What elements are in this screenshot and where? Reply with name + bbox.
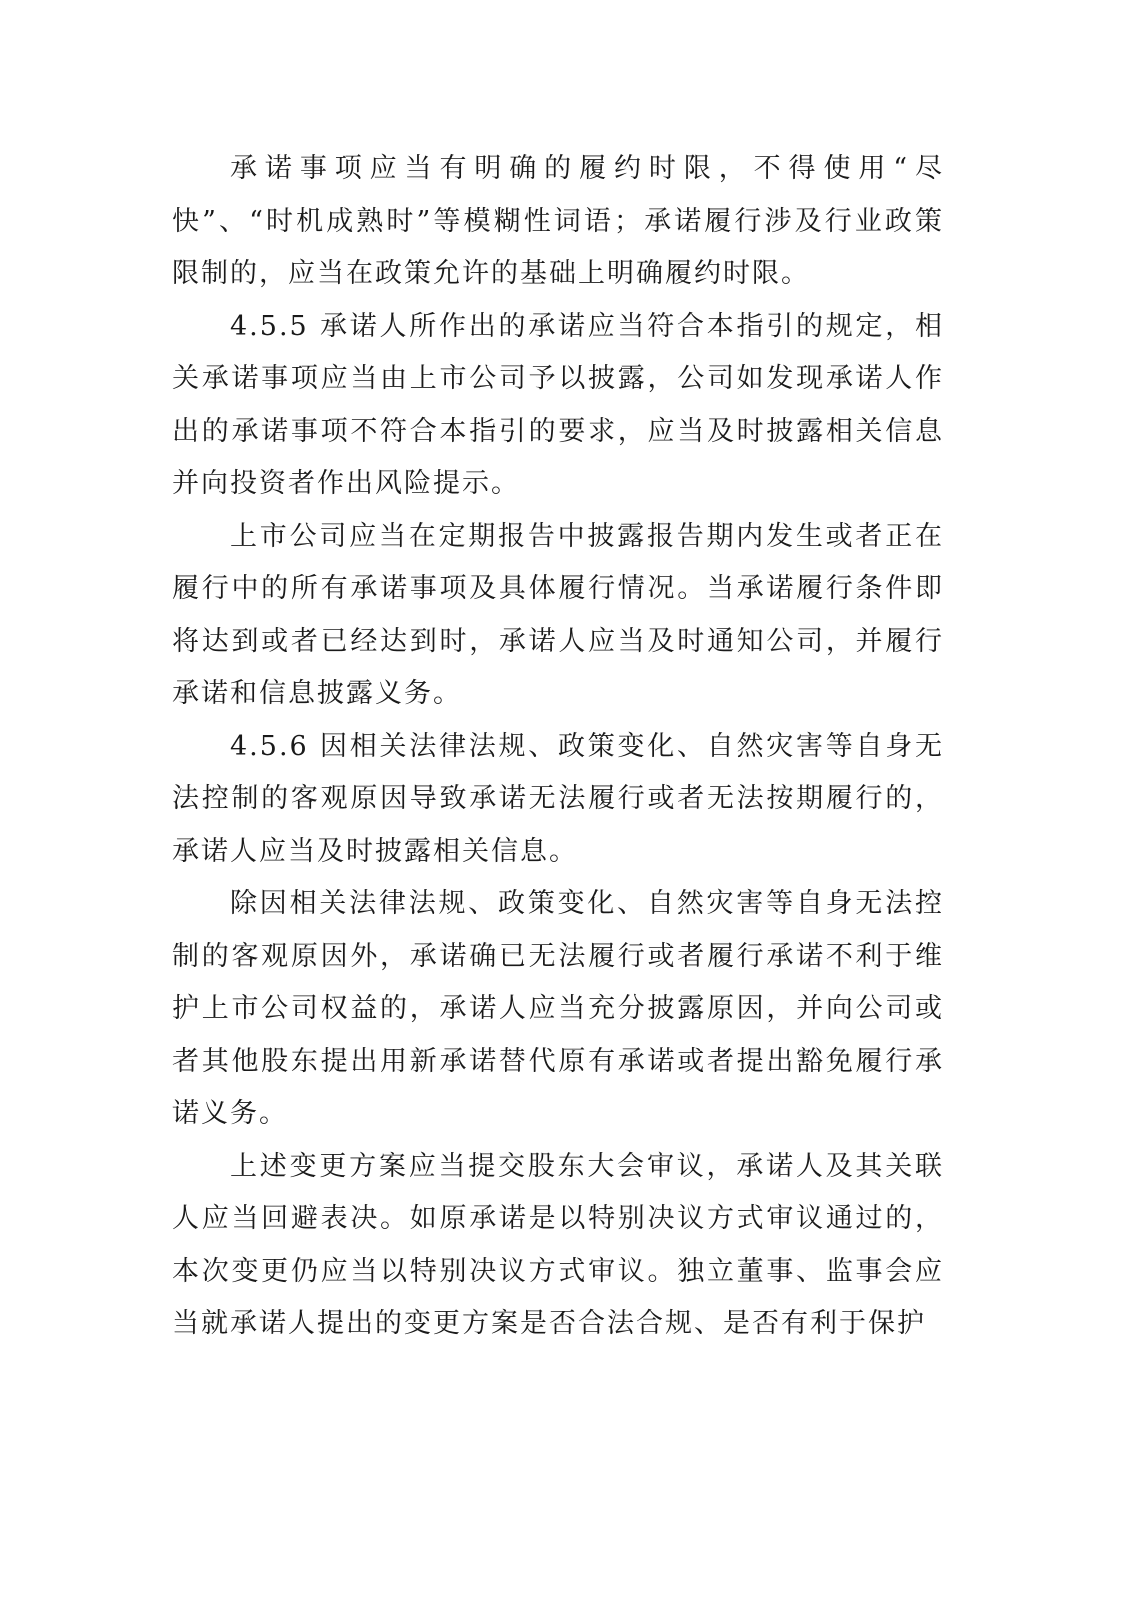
paragraph-4-5-6: 4.5.6 因相关法律法规、政策变化、自然灾害等自身无法控制的客观原因导致承诺无法履行或者无法按期履行的，承诺人应当及时披露相关信息。 — [172, 730, 944, 867]
paragraph-4-5-5: 4.5.5 承诺人所作出的承诺应当符合本指引的规定，相关承诺事项应当由上市公司予以披露，公司如发现承诺人作出的承诺事项不符合本指引的要求，应当及时披露相关信息并向投资者作出风险提示。 — [172, 310, 944, 499]
document-body — [172, 143, 944, 1351]
paragraph-commitment-time-limit: 承诺事项应当有明确的履约时限，不得使用“尽快”、“时机成熟时”等模糊性词语；承诺履行涉及行业政策限制的，应当在政策允许的基础上明确履约时限。 — [172, 153, 944, 289]
paragraph-commitment-replacement: 除因相关法律法规、政策变化、自然灾害等自身无法控制的客观原因外，承诺确已无法履行或者履行承诺不利于维护上市公司权益的，承诺人应当充分披露原因，并向公司或者其他股东提出用新承诺替代原有承诺或者提出豁免履行承诺义务。 — [172, 888, 944, 1129]
paragraph-periodic-report-disclosure: 上市公司应当在定期报告中披露报告期内发生或者正在履行中的所有承诺事项及具体履行情况。当承诺履行条件即将达到或者已经达到时，承诺人应当及时通知公司，并履行承诺和信息披露义务。 — [172, 520, 944, 709]
paragraph-change-plan-review: 上述变更方案应当提交股东大会审议，承诺人及其关联人应当回避表决。如原承诺是以特别决议方式审议通过的，本次变更仍应当以特别决议方式审议。独立董事、监事会应当就承诺人提出的变更方案是否合法合规、是否有利于保护 — [172, 1150, 944, 1339]
